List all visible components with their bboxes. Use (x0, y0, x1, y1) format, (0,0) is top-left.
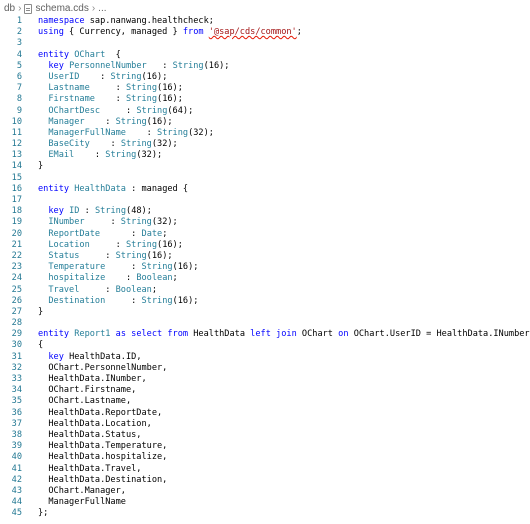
code-text (38, 486, 126, 497)
code-token: using (38, 27, 64, 38)
line-number: 36 (11, 407, 22, 418)
code-token: String (136, 105, 168, 116)
line-number: 7 (16, 83, 22, 94)
code-token: (16); (157, 94, 183, 105)
code-line[interactable] (0, 106, 500, 117)
code-text (38, 508, 48, 519)
code-token: ManagerFullName (48, 127, 126, 138)
line-number: 15 (11, 172, 22, 183)
breadcrumb-separator-icon: › (91, 2, 96, 14)
code-token: String (120, 139, 152, 150)
code-token: }; (38, 508, 49, 519)
line-number: 40 (11, 452, 22, 463)
code-token: Travel (48, 284, 80, 295)
code-token (38, 117, 48, 127)
line-number: 39 (11, 441, 22, 452)
code-text (38, 497, 126, 508)
code-line[interactable] (0, 94, 500, 105)
code-token: String (141, 262, 173, 273)
code-text (38, 240, 183, 251)
code-token: EMail (48, 150, 75, 161)
code-token (38, 206, 48, 216)
line-number: 21 (11, 239, 22, 250)
line-number: 32 (11, 362, 22, 373)
line-number: 27 (11, 306, 22, 317)
code-token: : (105, 273, 137, 284)
code-token: ; (296, 27, 302, 38)
code-text (38, 217, 178, 228)
code-token: String (105, 150, 137, 161)
code-line[interactable] (0, 441, 500, 452)
code-token: ManagerFullName (38, 497, 126, 508)
line-number: 1 (16, 16, 22, 26)
line-number: 28 (11, 318, 22, 329)
code-token: : (74, 150, 106, 161)
code-token: HealthData (74, 183, 126, 194)
code-token: entity (38, 329, 70, 340)
code-text (38, 251, 173, 262)
code-token: : (105, 262, 142, 273)
code-line[interactable] (0, 206, 500, 217)
code-line[interactable] (0, 16, 500, 27)
line-number: 19 (11, 217, 22, 228)
line-number: 11 (11, 127, 22, 138)
code-token: (64); (167, 105, 194, 116)
code-line[interactable] (0, 318, 500, 329)
line-number: 34 (11, 385, 22, 396)
code-line[interactable] (0, 38, 500, 49)
code-token (38, 61, 48, 71)
code-text (38, 307, 43, 318)
code-line[interactable] (0, 72, 500, 83)
code-line[interactable] (0, 307, 500, 318)
code-editor[interactable] (0, 16, 530, 519)
code-token: String (110, 71, 142, 82)
code-token: OChart (74, 49, 106, 60)
code-token: entity (38, 49, 70, 60)
code-token: ; (162, 228, 168, 239)
code-token (38, 139, 48, 149)
file-icon (24, 4, 32, 14)
code-line[interactable] (0, 251, 500, 262)
code-line[interactable] (0, 352, 500, 363)
code-text (38, 464, 141, 475)
code-line[interactable] (0, 117, 500, 128)
code-line[interactable] (0, 464, 500, 475)
code-token: HealthData.ID, (63, 351, 142, 362)
code-text (38, 83, 183, 94)
line-number: 23 (11, 262, 22, 273)
code-token: (16); (203, 60, 230, 71)
code-token: } (38, 306, 44, 317)
code-token: (32); (151, 139, 178, 150)
line-number: 42 (11, 474, 22, 485)
code-token: String (125, 83, 158, 94)
code-token: OChartDesc (48, 105, 101, 116)
code-text (38, 161, 43, 172)
code-token: : (89, 239, 126, 250)
code-text (38, 329, 530, 340)
line-number: 22 (11, 250, 22, 261)
line-number: 9 (16, 105, 22, 116)
code-token: key (48, 60, 64, 71)
code-token: : managed { (125, 183, 189, 194)
code-token: : (79, 284, 116, 295)
code-line[interactable] (0, 27, 500, 38)
code-text (38, 27, 302, 38)
code-text (38, 106, 193, 117)
code-token: String (172, 60, 204, 71)
code-token: (48); (126, 206, 152, 217)
code-line[interactable] (0, 396, 500, 407)
code-text (38, 430, 141, 441)
code-token: HealthData (188, 329, 251, 340)
code-token: (16); (141, 71, 168, 82)
code-token: sap.nanwang.healthcheck; (84, 16, 214, 26)
code-line[interactable] (0, 240, 500, 251)
code-token: String (115, 250, 147, 261)
code-token: (16); (146, 116, 173, 127)
code-token: : (84, 116, 116, 127)
code-text (38, 94, 183, 105)
code-text (38, 273, 178, 284)
code-line[interactable] (0, 273, 500, 284)
code-text (38, 374, 147, 385)
code-text (38, 363, 167, 374)
code-token: entity (38, 183, 70, 194)
code-text (38, 229, 167, 240)
code-token: (16); (157, 83, 183, 94)
code-line[interactable] (0, 497, 500, 508)
line-number: 26 (11, 295, 22, 306)
code-line[interactable] (0, 184, 500, 195)
line-number: 35 (11, 396, 22, 407)
code-text (38, 396, 131, 407)
code-token: Status (48, 250, 80, 261)
code-token: HealthData.Location, (38, 418, 152, 429)
code-line[interactable] (0, 340, 500, 351)
code-token: key (48, 351, 64, 362)
code-line[interactable] (0, 150, 500, 161)
code-token: : (79, 71, 111, 82)
code-token: HealthData.Temperature, (38, 441, 168, 452)
code-token: String (157, 127, 189, 138)
code-token: ReportDate (48, 228, 101, 239)
code-token: { (105, 49, 121, 60)
code-line[interactable] (0, 173, 500, 184)
line-number: 29 (11, 329, 22, 340)
line-number: 10 (11, 116, 22, 127)
code-token: Lastname (48, 83, 90, 94)
line-number: 33 (11, 374, 22, 384)
code-text (38, 150, 162, 161)
code-token (38, 240, 48, 250)
line-number: 43 (11, 485, 22, 496)
code-token (38, 72, 48, 82)
code-token: INumber (48, 217, 85, 228)
line-number: 3 (16, 38, 22, 49)
code-token: (32); (188, 127, 214, 138)
code-token: PersonnelNumber (69, 60, 147, 71)
code-token (38, 229, 48, 239)
code-token: : (94, 94, 126, 105)
code-token: HealthData.ReportDate, (38, 407, 163, 418)
code-line[interactable] (0, 408, 500, 419)
code-token: Manager (48, 116, 85, 127)
code-token (38, 273, 48, 283)
code-line[interactable] (0, 452, 500, 463)
code-token: OChart.PersonnelNumber, (38, 362, 168, 373)
line-number: 37 (11, 418, 22, 429)
code-token: Destination (48, 295, 106, 306)
code-token: : (79, 250, 116, 261)
code-token: HealthData.Travel, (38, 463, 142, 474)
line-number: 30 (11, 340, 22, 351)
line-number: 45 (11, 508, 22, 519)
code-line[interactable] (0, 61, 500, 72)
code-text (38, 16, 214, 27)
code-token (38, 83, 48, 93)
code-token: : (100, 228, 142, 239)
code-token: (32); (136, 150, 163, 161)
code-token: left join (250, 329, 297, 340)
code-token: OChart.UserID = HealthData.INumber (348, 329, 530, 340)
line-number: 14 (11, 161, 22, 172)
line-number: 20 (11, 228, 22, 239)
code-token: Location (48, 239, 90, 250)
code-token: Date (141, 228, 163, 239)
code-text (38, 184, 188, 195)
code-token: } (38, 161, 44, 172)
code-token: String (125, 239, 158, 250)
code-token (38, 296, 48, 306)
breadcrumb-folder[interactable]: db (4, 2, 16, 14)
code-line[interactable] (0, 285, 500, 296)
code-token: : (100, 105, 137, 116)
code-token: from (182, 27, 204, 38)
code-text (38, 419, 152, 430)
code-token (38, 251, 48, 261)
code-token: String (141, 295, 173, 306)
code-token: String (94, 206, 127, 217)
code-line[interactable] (0, 363, 500, 374)
code-line[interactable] (0, 128, 500, 139)
code-token: : (79, 206, 95, 217)
code-token: : (89, 139, 121, 150)
code-token: { (38, 340, 44, 351)
line-number: 4 (16, 49, 22, 60)
code-token: hospitalize (48, 273, 106, 284)
code-token: : (146, 60, 173, 71)
code-text (38, 72, 167, 83)
code-token: HealthData.hospitalize, (38, 452, 168, 463)
code-text (38, 128, 214, 139)
code-text (38, 139, 178, 150)
line-number: 8 (16, 94, 22, 105)
code-token: (16); (172, 262, 199, 273)
code-text (38, 475, 167, 486)
code-token (38, 217, 48, 227)
line-number: 5 (16, 60, 22, 71)
line-number: 18 (11, 206, 22, 217)
code-token: OChart (296, 329, 339, 340)
code-token: OChart.Manager, (38, 485, 126, 496)
line-number: 38 (11, 429, 22, 440)
code-text (38, 206, 152, 217)
code-token (38, 352, 48, 362)
code-token: { Currency, managed } (63, 27, 183, 38)
code-token: Report1 (74, 329, 111, 340)
line-number: 17 (11, 195, 22, 205)
code-text (38, 441, 167, 452)
code-token: OChart.Firstname, (38, 385, 137, 396)
code-line[interactable] (0, 262, 500, 273)
code-token: Firstname (48, 94, 95, 105)
code-token (38, 128, 48, 138)
code-line[interactable] (0, 217, 500, 228)
line-number: 6 (16, 71, 22, 82)
code-line[interactable] (0, 475, 500, 486)
breadcrumb-file[interactable]: schema.cds (35, 2, 89, 14)
code-text (38, 352, 142, 363)
line-number: 44 (11, 497, 22, 508)
code-token: (16); (146, 250, 173, 261)
code-token (38, 285, 48, 295)
breadcrumb-symbols[interactable]: ... (98, 2, 107, 14)
code-token: ; (172, 273, 178, 284)
code-line[interactable] (0, 195, 500, 206)
code-token: String (125, 94, 158, 105)
code-text (38, 285, 157, 296)
code-text (38, 452, 167, 463)
code-text (38, 50, 121, 61)
code-token: HealthData.Status, (38, 429, 142, 440)
code-text (38, 408, 162, 419)
code-token: BaseCity (48, 139, 90, 150)
breadcrumb (0, 0, 500, 16)
line-number: 2 (16, 27, 22, 38)
code-line[interactable] (0, 374, 500, 385)
code-token: on (338, 329, 349, 340)
line-number: 25 (11, 284, 22, 295)
code-token: : (89, 83, 126, 94)
code-text (38, 262, 198, 273)
code-line[interactable] (0, 229, 500, 240)
line-number: 12 (11, 139, 22, 150)
code-token: : (105, 295, 142, 306)
code-text (38, 117, 173, 128)
code-line[interactable] (0, 139, 500, 150)
code-token: String (120, 217, 152, 228)
code-token: Boolean (115, 284, 152, 295)
code-token: Boolean (136, 273, 173, 284)
code-line[interactable] (0, 385, 500, 396)
line-number: 13 (11, 150, 22, 161)
code-text (38, 340, 43, 351)
code-token (38, 150, 48, 160)
code-token: HealthData.INumber, (38, 374, 147, 384)
code-token: String (115, 116, 147, 127)
code-line[interactable] (0, 486, 500, 497)
code-line[interactable] (0, 329, 530, 340)
code-token: HealthData.Destination, (38, 474, 168, 485)
code-token: ; (151, 284, 158, 295)
code-line[interactable] (0, 161, 500, 172)
code-line[interactable] (0, 296, 500, 307)
code-token: : (84, 217, 121, 228)
code-line[interactable] (0, 508, 500, 519)
code-token: (16); (157, 239, 183, 250)
line-number: 24 (11, 273, 22, 284)
code-line[interactable] (0, 419, 500, 430)
code-token: '@sap/cds/common' (208, 27, 297, 38)
code-line[interactable] (0, 50, 500, 61)
line-number: 31 (11, 351, 22, 362)
code-token: as select from (115, 329, 189, 340)
line-number: 16 (11, 183, 22, 194)
code-text (38, 385, 136, 396)
code-token: (16); (172, 295, 199, 306)
code-token: UserID (48, 71, 80, 82)
code-text (38, 61, 229, 72)
code-token: Temperature (48, 262, 106, 273)
breadcrumb-separator-icon: › (18, 2, 22, 14)
code-text (38, 296, 198, 307)
code-line[interactable] (0, 83, 500, 94)
code-token: : (125, 127, 158, 138)
code-token: OChart.Lastname, (38, 396, 132, 407)
code-token: namespace (38, 16, 85, 26)
code-token (38, 106, 48, 116)
code-line[interactable] (0, 430, 500, 441)
code-token (38, 262, 48, 272)
code-token: (32); (151, 217, 178, 228)
line-number: 41 (11, 463, 22, 474)
code-token: key (48, 206, 64, 217)
code-token (38, 94, 48, 104)
code-token: ID (69, 206, 80, 217)
